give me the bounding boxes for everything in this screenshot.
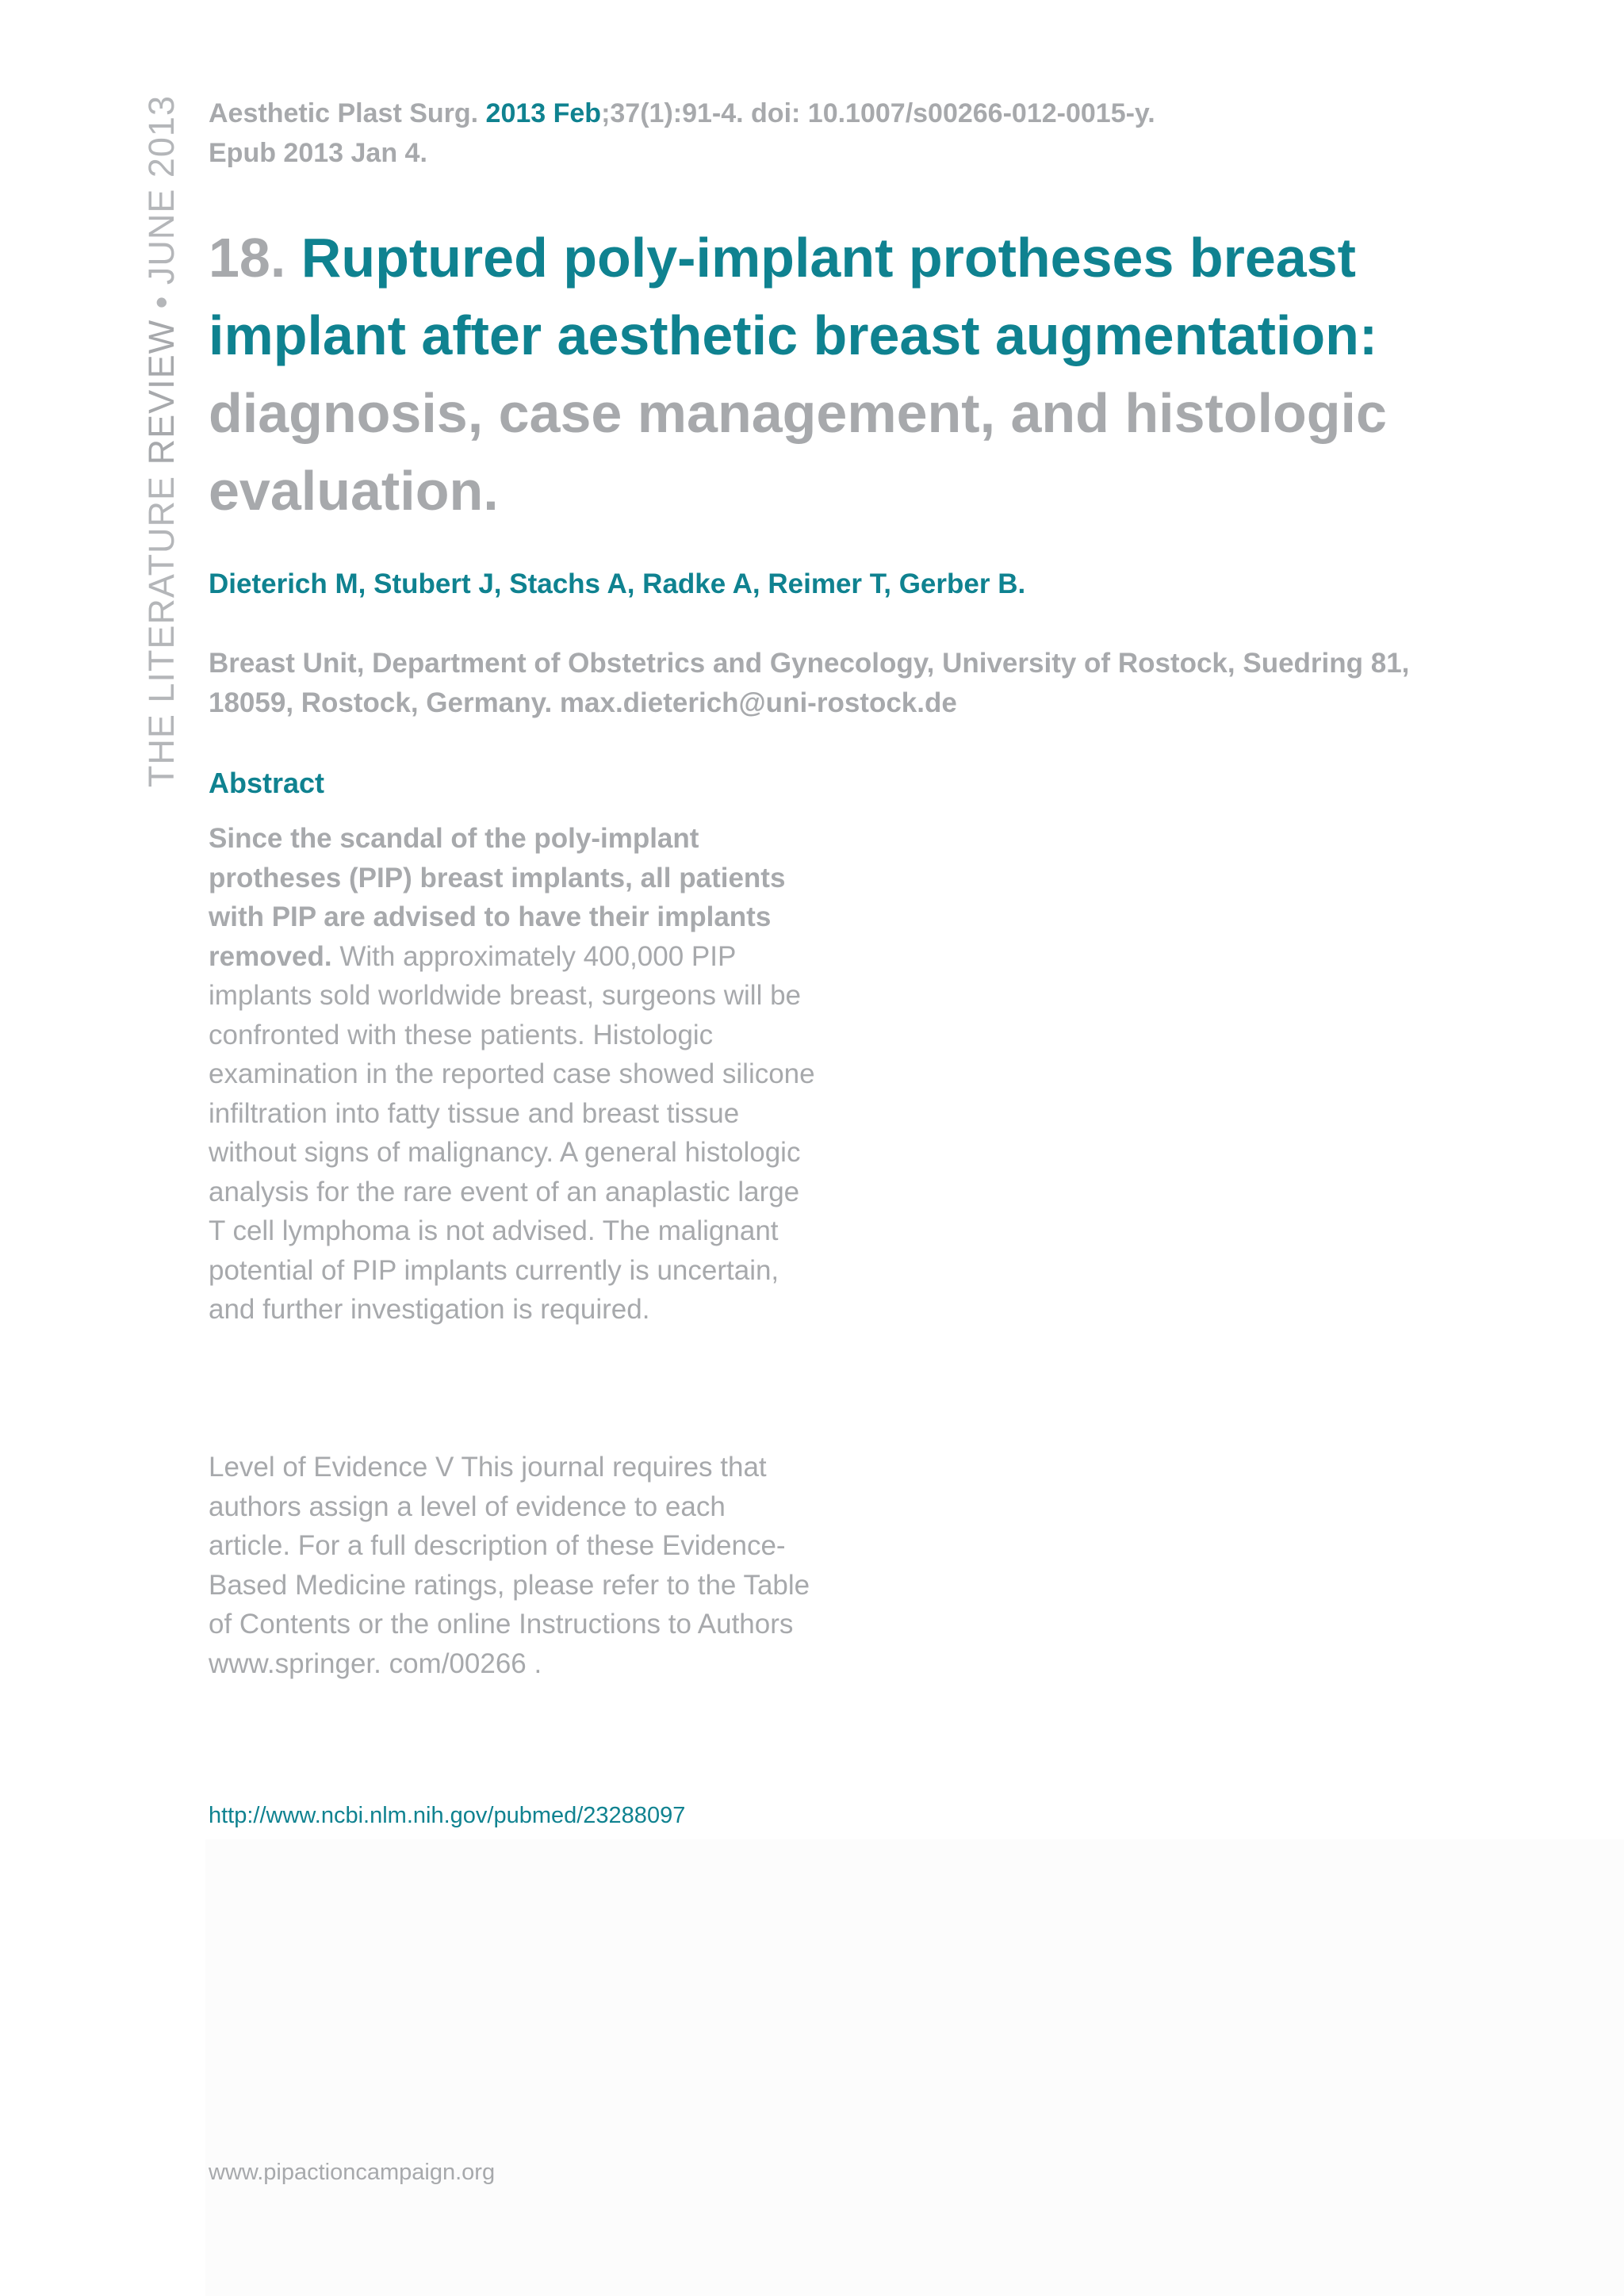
evidence-level: Level of Evidence V This journal requires that authors assign a level of evidence to each article. For a full description of these Evidence-Based Medicine ratings, please refer to the Table of Contents or the online Instructions to Authors www.springer. com/00266 . [209, 1452, 810, 1679]
article-title-highlight: Ruptured poly-implant protheses breast implant after aesthetic breast augmentation: [209, 227, 1378, 366]
bottom-panel [205, 1839, 1624, 2296]
article-authors: Dieterich M, Stubert J, Stachs A, Radke A, Reimer T, Gerber B. [209, 568, 1026, 599]
citation-journal: Aesthetic Plast Surg. [209, 98, 486, 128]
vertical-label-part3: • JUNE 2013 [141, 95, 182, 320]
pubmed-link[interactable]: http://www.ncbi.nlm.nih.gov/pubmed/23288097 [209, 1803, 686, 1828]
citation-date-link[interactable]: 2013 Feb [485, 98, 602, 128]
citation [209, 94, 1430, 173]
vertical-label-part1: THE LITERATURE [141, 465, 182, 788]
article-affiliation: Breast Unit, Department of Obstetrics and Gynecology, University of Rostock, Suedring 81, 18059, Rostock, Germany. max.dieterich@uni-rostock.de [209, 648, 1410, 718]
footer-website: www.pipactioncampaign.org [209, 2160, 496, 2185]
article-title [209, 219, 1557, 530]
vertical-label-part2: REVIEW [141, 319, 182, 465]
abstract-heading: Abstract [209, 767, 325, 799]
abstract-body [209, 819, 819, 1330]
abstract-lead: Since the scandal of the poly-implant protheses (PIP) breast implants, all patients with PIP are advised to have their implants removed. [209, 823, 786, 972]
citation-epub: Epub 2013 Jan 4. [209, 138, 427, 168]
citation-details: ;37(1):91-4. doi: 10.1007/s00266-012-0015-y. [601, 98, 1155, 128]
article-number: 18. [209, 227, 286, 289]
article-title-rest: diagnosis, case management, and histologic evaluation. [209, 382, 1387, 522]
publication-vertical-label [141, 95, 182, 787]
abstract-text: With approximately 400,000 PIP implants sold worldwide breast, surgeons will be confronted with these patients. Histologic examination in the reported case showed silicone infiltration into fatty tissue and breast tissue without signs of malignancy. A general histologic analysis for the rare event of an anaplastic large T cell lymphoma is not advised. The malignant potential of PIP implants currently is uncertain, and further investigation is required. [209, 940, 815, 1325]
